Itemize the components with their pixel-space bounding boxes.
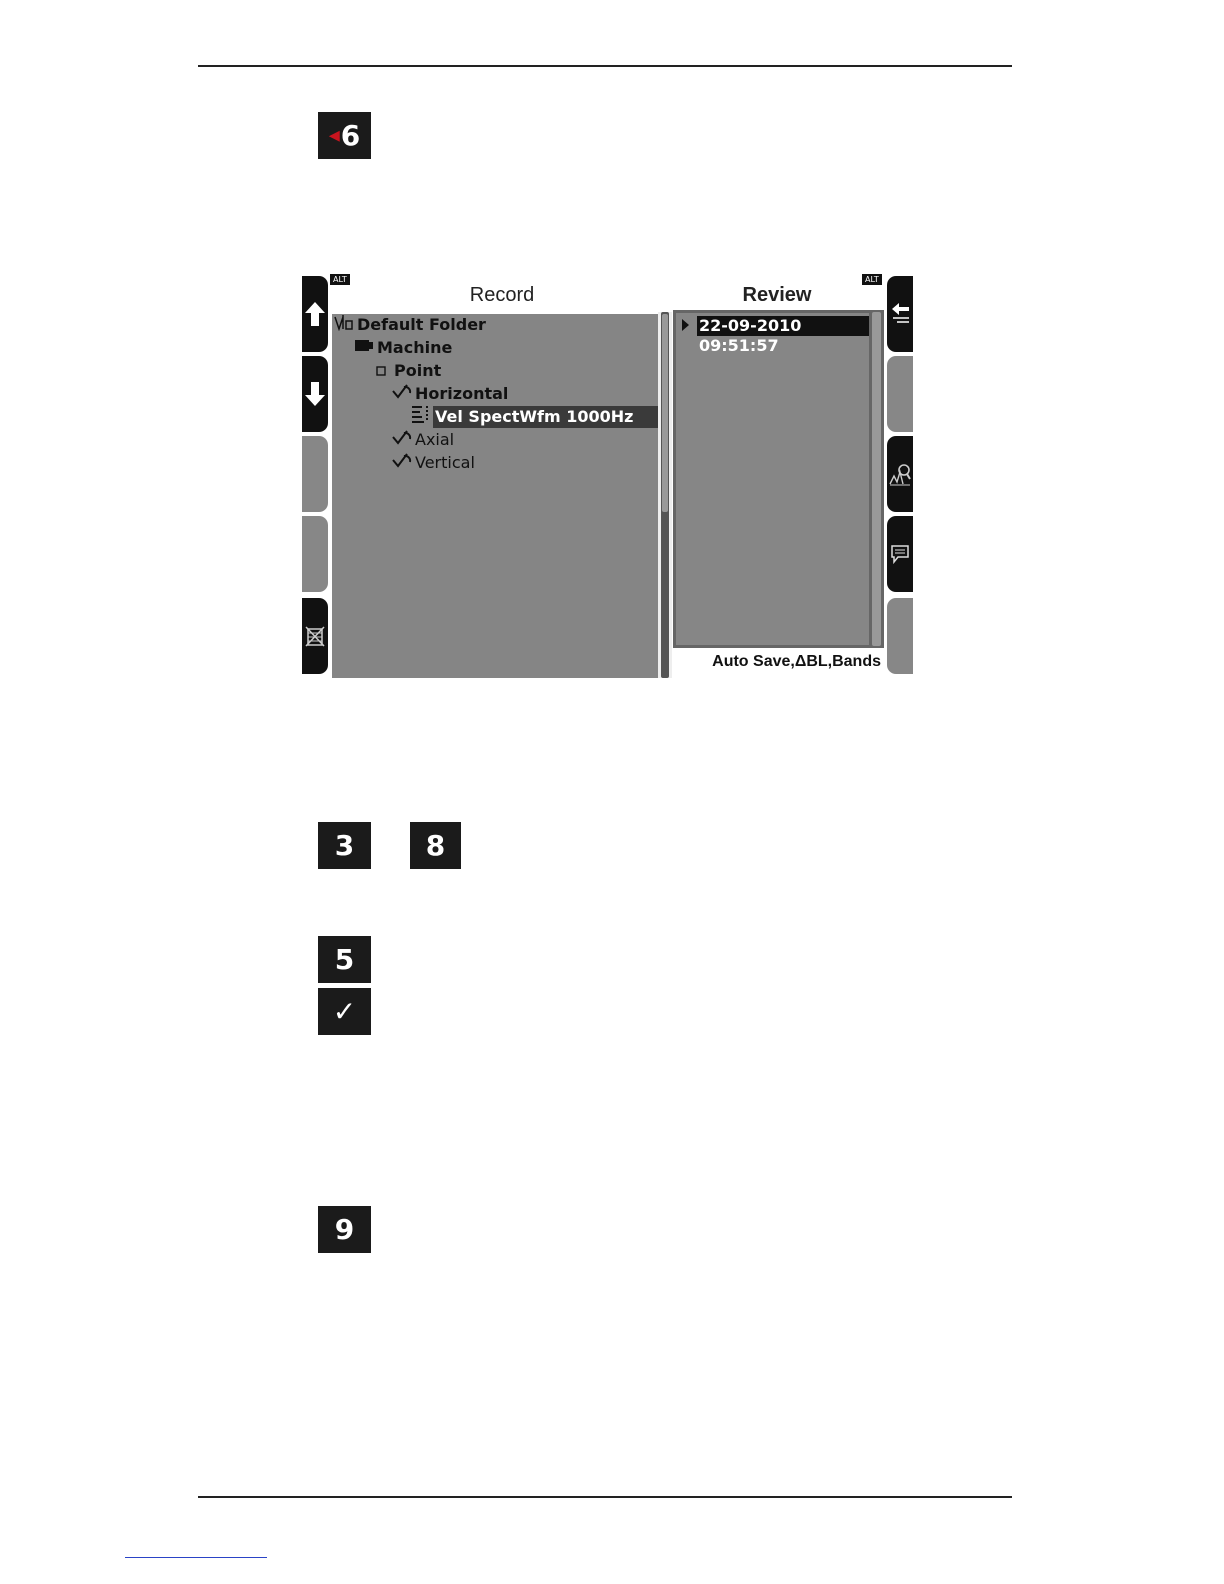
key-5: 5 — [318, 936, 371, 983]
footer-rule — [198, 1496, 1012, 1498]
up-arrow-icon — [304, 301, 326, 327]
direction-icon — [392, 452, 412, 474]
tree-item-machine[interactable]: Machine — [354, 337, 452, 359]
review-scrollbar[interactable] — [872, 312, 881, 646]
record-scroll-thumb[interactable] — [662, 314, 668, 512]
header-rule — [198, 65, 1012, 67]
tree-item-vel-spectwfm[interactable] — [410, 406, 667, 428]
delete-record-icon — [304, 624, 326, 648]
folder-icon — [334, 313, 354, 337]
measure-icon — [889, 301, 911, 327]
direction-icon — [392, 383, 412, 405]
alt-indicator-right: ALT — [862, 274, 882, 285]
tree-item-point[interactable]: Point — [376, 360, 441, 382]
spectrum-zoom-icon — [889, 462, 911, 486]
analyze-softkey[interactable] — [887, 436, 913, 512]
machine-icon — [354, 337, 374, 359]
key-9: 9 — [318, 1206, 371, 1253]
point-icon — [376, 360, 386, 382]
back-arrow-icon: ◂ — [328, 123, 340, 148]
review-entry[interactable]: 22-09-2010 09:51:57 — [697, 316, 869, 336]
record-title: Record — [469, 284, 535, 306]
left-softkey-5[interactable] — [302, 598, 328, 674]
review-title: Review — [742, 284, 812, 306]
play-arrow-icon — [682, 319, 689, 331]
tree-item-horizontal[interactable]: Horizontal — [392, 383, 508, 405]
measure-softkey[interactable] — [887, 276, 913, 352]
tree-item-default-folder[interactable]: Default Folder — [334, 314, 486, 336]
device-screen — [302, 272, 913, 678]
notes-softkey[interactable] — [887, 516, 913, 592]
down-arrow-icon — [304, 381, 326, 407]
comment-icon — [889, 543, 911, 565]
enter-key-check-icon: ✓ — [318, 988, 371, 1035]
down-softkey[interactable] — [302, 356, 328, 432]
key-8: 8 — [410, 822, 461, 869]
left-softkey-4[interactable] — [302, 516, 328, 592]
up-softkey[interactable] — [302, 276, 328, 352]
measurement-icon — [410, 405, 430, 429]
key-3: 3 — [318, 822, 371, 869]
tree-item-axial[interactable]: Axial — [392, 429, 454, 451]
right-softkey-2[interactable] — [887, 356, 913, 432]
right-softkey-column — [885, 272, 913, 678]
right-softkey-5[interactable] — [887, 598, 913, 674]
tree-item-vertical[interactable]: Vertical — [392, 452, 475, 474]
back-key-6: ◂ 6 — [318, 112, 371, 159]
record-tree-panel — [332, 314, 658, 678]
status-text: Auto Save,ΔBL,Bands — [673, 650, 883, 674]
footer-link-underline[interactable] — [125, 1557, 267, 1558]
record-scrollbar[interactable] — [658, 312, 672, 678]
direction-icon — [392, 429, 412, 451]
left-softkey-3[interactable] — [302, 436, 328, 512]
left-softkey-column — [302, 272, 330, 678]
review-panel — [673, 310, 884, 648]
alt-indicator-left: ALT — [330, 274, 350, 285]
selected-measurement: Vel SpectWfm 1000Hz — [433, 406, 667, 428]
